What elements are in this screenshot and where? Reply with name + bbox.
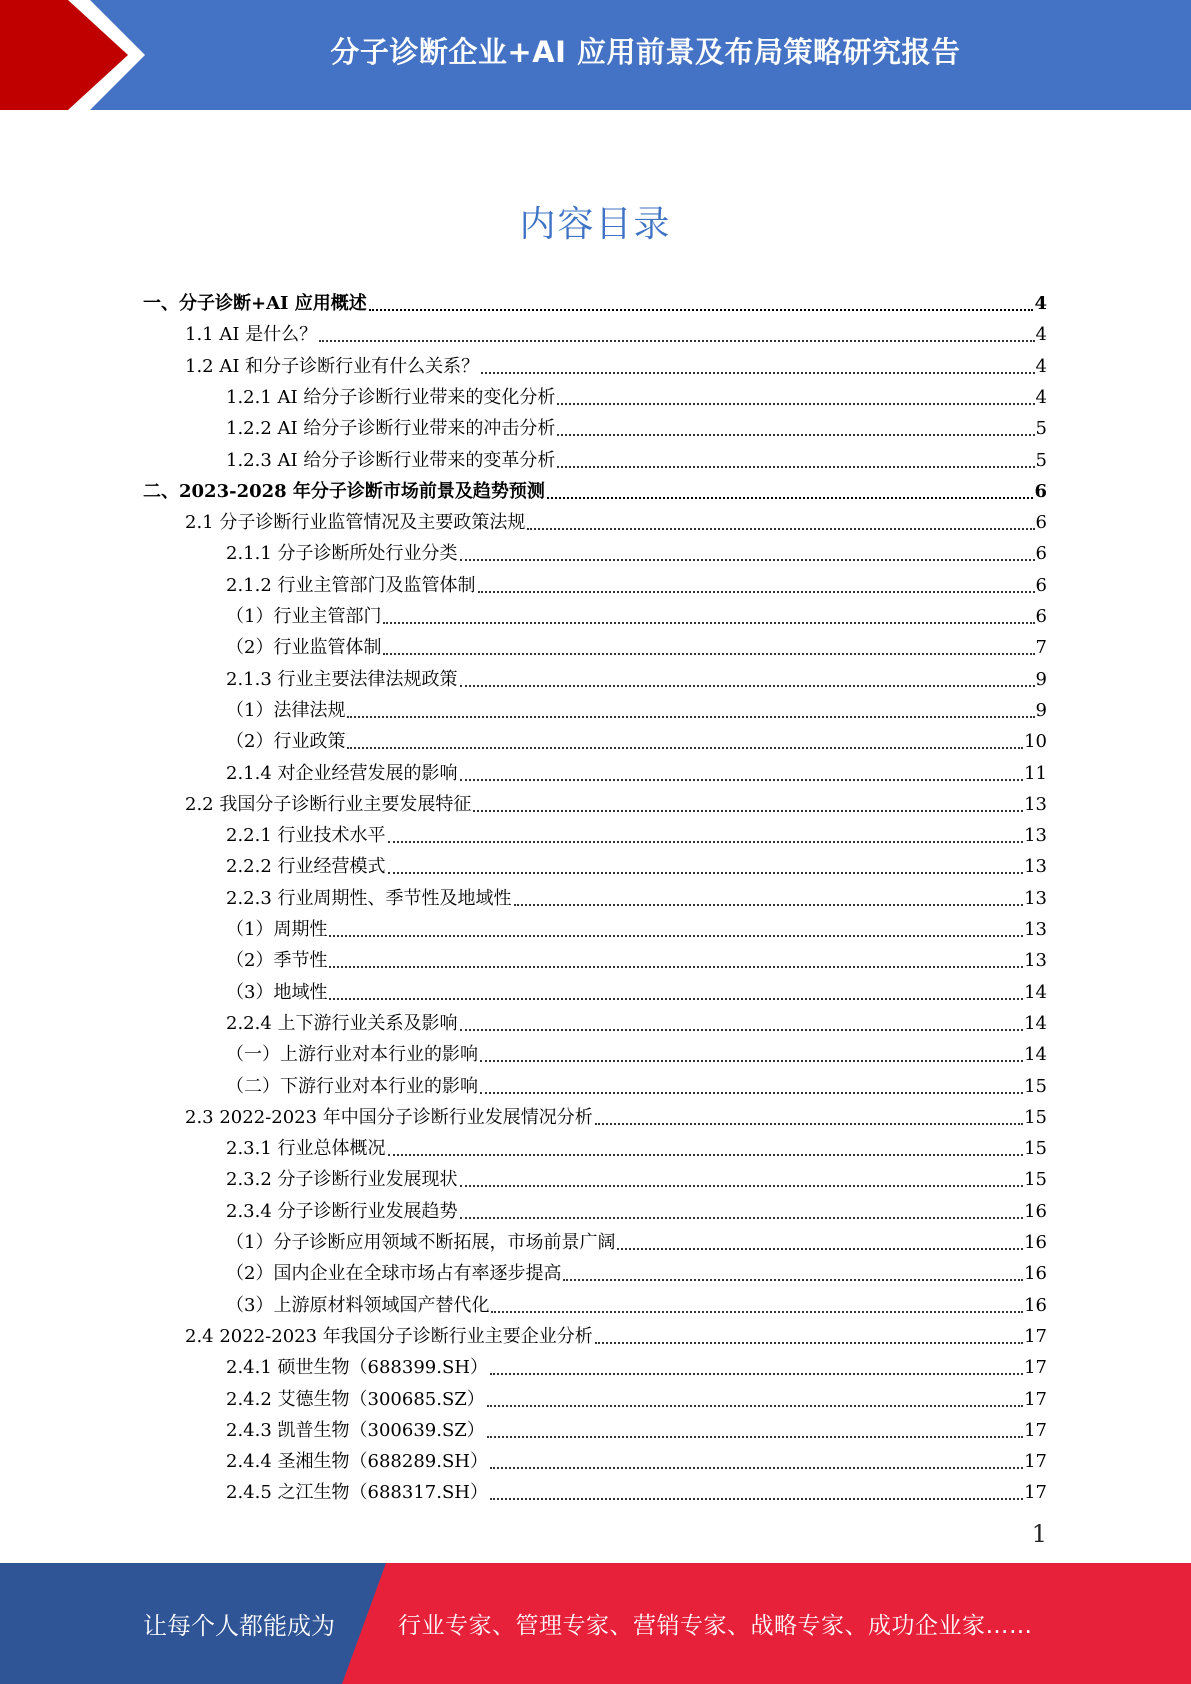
toc-entry[interactable] xyxy=(185,316,1047,346)
toc-entry-page: 4 xyxy=(1035,324,1047,346)
toc-entry-title: （3）上游原材料领域国产替代化 xyxy=(226,1294,490,1316)
toc-entry-title: （1）行业主管部门 xyxy=(226,606,382,627)
toc-entry-title: 2.2.4 上下游行业关系及影响 xyxy=(226,1012,458,1034)
toc-entry[interactable] xyxy=(185,348,1047,378)
toc-entry-page: 15 xyxy=(1024,1138,1047,1160)
toc-dot-leader xyxy=(460,779,1024,781)
toc-entry-title: 2.4.2 艾德生物（300685.SZ） xyxy=(226,1388,485,1410)
toc-entry[interactable] xyxy=(226,974,1047,1004)
toc-dot-leader xyxy=(563,1279,1023,1281)
report-title: 分子诊断企业+AI 应用前景及布局策略研究报告 xyxy=(330,34,961,69)
toc-entry-page: 6 xyxy=(1035,606,1047,627)
toc-entry-title: （一）上游行业对本行业的影响 xyxy=(226,1044,478,1066)
toc-entry-page: 13 xyxy=(1024,950,1047,972)
toc-entry[interactable] xyxy=(185,786,1047,816)
toc-entry-page: 11 xyxy=(1024,762,1047,784)
toc-heading: 内容目录 xyxy=(519,204,672,245)
toc-entry-page: 13 xyxy=(1024,856,1047,878)
toc-dot-leader xyxy=(383,622,1034,624)
toc-entry[interactable] xyxy=(185,1099,1047,1129)
toc-entry[interactable] xyxy=(226,1068,1047,1098)
toc-dot-leader xyxy=(460,685,1035,687)
toc-entry-title: （2）行业监管体制 xyxy=(226,637,382,659)
toc-entry-page: 16 xyxy=(1024,1294,1047,1316)
toc-dot-leader xyxy=(383,653,1034,655)
toc-entry-page: 17 xyxy=(1024,1451,1047,1473)
toc-entry[interactable] xyxy=(226,1005,1047,1035)
toc-entry-page: 17 xyxy=(1024,1357,1047,1379)
toc-entry-title: （3）地域性 xyxy=(226,981,328,1003)
toc-entry[interactable] xyxy=(226,629,1047,659)
toc-dot-leader xyxy=(490,1498,1023,1500)
toc-entry-title: （2）季节性 xyxy=(226,950,328,972)
toc-entry-title: 2.2.1 行业技术水平 xyxy=(226,825,386,847)
toc-entry-title: 2.3.2 分子诊断行业发展现状 xyxy=(226,1169,458,1191)
toc-entry-page: 6 xyxy=(1035,574,1047,596)
toc-entry[interactable] xyxy=(226,848,1047,878)
toc-dot-leader xyxy=(460,1029,1024,1031)
toc-entry[interactable] xyxy=(226,817,1047,847)
toc-dot-leader xyxy=(347,747,1023,749)
toc-dot-leader xyxy=(547,497,1034,499)
toc-entry[interactable] xyxy=(226,911,1047,941)
toc-entry[interactable] xyxy=(226,442,1047,472)
toc-entry-page: 17 xyxy=(1024,1388,1047,1410)
toc-dot-leader xyxy=(514,904,1024,906)
toc-entry-page: 13 xyxy=(1024,887,1047,909)
toc-dot-leader xyxy=(329,998,1023,1000)
toc-dot-leader xyxy=(487,1436,1023,1438)
toc-entry-page: 16 xyxy=(1024,1263,1047,1285)
toc-entry-title: （1）法律法规 xyxy=(226,699,346,721)
toc-dot-leader xyxy=(557,434,1034,436)
toc-entry-title: （2）国内企业在全球市场占有率逐步提高 xyxy=(226,1263,562,1285)
toc-entry-page: 14 xyxy=(1024,981,1047,1003)
toc-entry-page: 13 xyxy=(1024,825,1047,847)
toc-entry-page: 4 xyxy=(1035,355,1047,377)
toc-entry-title: 1.1 AI 是什么？ xyxy=(185,324,318,346)
toc-entry[interactable] xyxy=(226,1161,1047,1191)
toc-entry[interactable] xyxy=(226,1224,1047,1254)
toc-dot-leader xyxy=(480,1092,1023,1094)
toc-entry-page: 5 xyxy=(1035,418,1047,440)
toc-dot-leader xyxy=(557,403,1034,405)
toc-entry[interactable] xyxy=(226,723,1047,753)
toc-entry-page: 10 xyxy=(1024,731,1047,753)
toc-entry[interactable] xyxy=(226,535,1047,565)
toc-entry-page: 13 xyxy=(1024,919,1047,940)
toc-entry-title: 2.1.4 对企业经营发展的影响 xyxy=(226,762,458,784)
toc-entry-title: 2.4.4 圣湘生物（688289.SH） xyxy=(226,1451,488,1473)
toc-dot-leader xyxy=(491,1311,1023,1313)
toc-entry-page: 9 xyxy=(1035,699,1047,721)
toc-dot-leader xyxy=(481,372,1034,374)
toc-entry-title: 2.3 2022-2023 年中国分子诊断行业发展情况分析 xyxy=(185,1106,593,1128)
toc-dot-leader xyxy=(480,1060,1023,1062)
toc-entry[interactable] xyxy=(226,880,1047,910)
toc-entry[interactable] xyxy=(185,504,1047,534)
toc-entry[interactable] xyxy=(226,1255,1047,1285)
toc-entry-page: 16 xyxy=(1024,1232,1047,1253)
toc-entry-page: 6 xyxy=(1035,543,1047,565)
toc-dot-leader xyxy=(388,872,1024,874)
toc-dot-leader xyxy=(527,528,1034,530)
toc-entry-title: （1）周期性 xyxy=(226,919,328,940)
toc-entry-page: 4 xyxy=(1035,386,1047,408)
toc-dot-leader xyxy=(460,1217,1024,1219)
toc-entry[interactable] xyxy=(226,942,1047,972)
toc-entry[interactable] xyxy=(226,1193,1047,1223)
toc-entry-page: 15 xyxy=(1024,1075,1047,1097)
toc-entry[interactable] xyxy=(226,755,1047,785)
footer-banner xyxy=(0,1563,1191,1684)
toc-entry-title: 1.2.2 AI 给分子诊断行业带来的冲击分析 xyxy=(226,418,556,440)
toc-dot-leader xyxy=(347,716,1034,718)
toc-dot-leader xyxy=(595,1342,1023,1344)
toc-dot-leader xyxy=(388,1154,1024,1156)
toc-entry[interactable] xyxy=(226,1287,1047,1317)
toc-entry-title: 2.1 分子诊断行业监管情况及主要政策法规 xyxy=(185,512,526,534)
toc-entry-title: 一、分子诊断+AI 应用概述 xyxy=(143,293,367,314)
toc-dot-leader xyxy=(369,309,1034,311)
toc-entry[interactable] xyxy=(185,1318,1047,1348)
toc-entry[interactable] xyxy=(226,410,1047,440)
toc-entry-page: 5 xyxy=(1035,449,1047,471)
toc-entry-title: 1.2.1 AI 给分子诊断行业带来的变化分析 xyxy=(226,386,556,408)
toc-entry-title: 2.1.3 行业主要法律法规政策 xyxy=(226,668,458,690)
toc-entry[interactable] xyxy=(226,567,1047,597)
toc-entry-title: （二）下游行业对本行业的影响 xyxy=(226,1075,478,1097)
toc-entry-title: （2）行业政策 xyxy=(226,731,346,753)
toc-entry-title: 2.1.1 分子诊断所处行业分类 xyxy=(226,543,458,565)
toc-entry-title: 2.3.4 分子诊断行业发展趋势 xyxy=(226,1200,458,1222)
toc-entry-page: 14 xyxy=(1024,1012,1047,1034)
toc-dot-leader xyxy=(595,1123,1023,1125)
toc-dot-leader xyxy=(473,810,1023,812)
toc-dot-leader xyxy=(460,559,1035,561)
toc-entry[interactable] xyxy=(226,661,1047,691)
toc-entry-page: 17 xyxy=(1024,1419,1047,1441)
toc-entry-page: 6 xyxy=(1034,480,1047,502)
toc-dot-leader xyxy=(490,1373,1023,1375)
toc-entry-title: （1）分子诊断应用领域不断拓展，市场前景广阔 xyxy=(226,1232,616,1253)
toc-entry-page: 14 xyxy=(1024,1044,1047,1066)
toc-entry[interactable] xyxy=(226,1036,1047,1066)
toc-entry[interactable] xyxy=(226,1412,1047,1442)
toc-dot-leader xyxy=(329,966,1023,968)
toc-entry-page: 15 xyxy=(1024,1106,1047,1128)
footer-slogan-right: 行业专家、管理专家、营销专家、战略专家、成功企业家…… xyxy=(398,1613,1033,1639)
toc-entry-title: 2.4.5 之江生物（688317.SH） xyxy=(226,1482,488,1504)
toc-entry[interactable] xyxy=(226,379,1047,409)
toc-entry-page: 17 xyxy=(1024,1482,1047,1504)
toc-entry-page: 16 xyxy=(1024,1200,1047,1222)
toc-dot-leader xyxy=(388,841,1024,843)
toc-entry[interactable] xyxy=(226,1130,1047,1160)
toc-entry[interactable] xyxy=(226,1474,1047,1504)
toc-entry-title: 2.3.1 行业总体概况 xyxy=(226,1138,386,1160)
toc-entry-title: 2.4 2022-2023 年我国分子诊断行业主要企业分析 xyxy=(185,1325,593,1347)
toc-entry-title: 2.1.2 行业主管部门及监管体制 xyxy=(226,574,476,596)
toc-dot-leader xyxy=(329,935,1023,937)
toc-entry-title: 二、2023-2028 年分子诊断市场前景及趋势预测 xyxy=(143,480,545,502)
page-number: 1 xyxy=(1031,1520,1047,1548)
toc-entry-title: 1.2.3 AI 给分子诊断行业带来的变革分析 xyxy=(226,449,556,471)
toc-dot-leader xyxy=(478,591,1035,593)
toc-dot-leader xyxy=(487,1405,1023,1407)
toc-entry-title: 1.2 AI 和分子诊断行业有什么关系？ xyxy=(185,355,480,377)
toc-entry[interactable] xyxy=(226,1381,1047,1411)
toc-entry-title: 2.2.3 行业周期性、季节性及地域性 xyxy=(226,887,512,909)
toc-dot-leader xyxy=(490,1467,1023,1469)
toc-entry-page: 6 xyxy=(1035,512,1047,534)
toc-entry-page: 17 xyxy=(1024,1325,1047,1347)
toc-entry[interactable] xyxy=(226,1443,1047,1473)
toc-entry-title: 2.2 我国分子诊断行业主要发展特征 xyxy=(185,793,472,815)
toc-entry[interactable] xyxy=(143,473,1047,503)
toc-entry-page: 15 xyxy=(1024,1169,1047,1191)
toc-entry[interactable] xyxy=(226,1349,1047,1379)
toc-entry-title: 2.4.3 凯普生物（300639.SZ） xyxy=(226,1419,485,1441)
toc-dot-leader xyxy=(460,1185,1024,1187)
toc-entry-title: 2.2.2 行业经营模式 xyxy=(226,856,386,878)
header-banner xyxy=(0,0,1191,110)
toc-entry-page: 9 xyxy=(1035,668,1047,690)
toc-entry-title: 2.4.1 硕世生物（688399.SH） xyxy=(226,1357,488,1379)
toc-entry-page: 4 xyxy=(1034,293,1047,314)
footer-slogan-left: 让每个人都能成为 xyxy=(143,1612,335,1640)
toc-dot-leader xyxy=(557,466,1034,468)
toc-dot-leader xyxy=(319,340,1034,342)
toc-dot-leader xyxy=(617,1248,1023,1250)
toc-entry-page: 13 xyxy=(1024,793,1047,815)
toc-entry-page: 7 xyxy=(1035,637,1047,659)
toc-entry[interactable] xyxy=(143,285,1047,315)
toc-entry[interactable] xyxy=(226,598,1047,628)
toc-entry[interactable] xyxy=(226,692,1047,722)
